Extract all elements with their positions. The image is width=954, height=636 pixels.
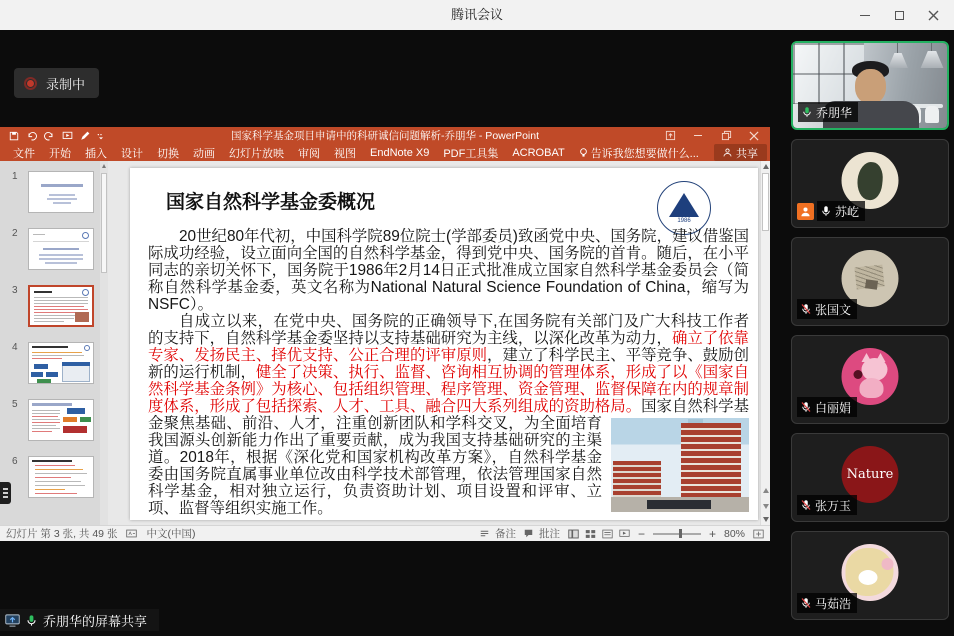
- qat-customize-icon[interactable]: [97, 132, 105, 140]
- toolbar-collapse-handle[interactable]: [0, 482, 11, 504]
- zoom-slider[interactable]: [653, 533, 701, 535]
- slide-thumbnail-6[interactable]: [28, 456, 94, 498]
- ppt-restore-button[interactable]: [712, 127, 740, 144]
- minimize-icon: [694, 135, 702, 136]
- normal-view-icon[interactable]: [568, 529, 579, 539]
- ppt-close-button[interactable]: [740, 127, 768, 144]
- nsfc-building-photo: [611, 418, 749, 512]
- mic-muted-icon: [800, 597, 812, 609]
- thumbnail-number: 4: [12, 342, 18, 353]
- mic-active-icon: [25, 614, 38, 627]
- thumbnail-number: 1: [12, 171, 18, 182]
- pen-icon[interactable]: [80, 131, 90, 141]
- nsfc-logo: [657, 181, 711, 235]
- zoom-in-button[interactable]: +: [708, 526, 716, 541]
- thumbnail-scrollbar[interactable]: [100, 161, 108, 525]
- slideshow-from-start-icon[interactable]: [62, 131, 73, 141]
- logo-year: 1986: [677, 218, 691, 224]
- mic-muted-icon: [800, 401, 812, 413]
- slide-thumbnail-3-selected[interactable]: [28, 285, 94, 327]
- lightbulb-icon: [579, 148, 588, 158]
- comments-icon: [524, 529, 533, 538]
- scrollbar-thumb[interactable]: [762, 173, 769, 231]
- recording-label: 录制中: [46, 76, 86, 92]
- screen-share-banner: [0, 609, 159, 631]
- avatar-text: Nature: [846, 467, 894, 482]
- participant-tile-zhangwanyu[interactable]: [791, 433, 949, 522]
- recording-badge[interactable]: [14, 68, 99, 98]
- powerpoint-window: [0, 127, 770, 541]
- app-title: 腾讯会议: [450, 7, 503, 22]
- slide-thumbnail-4[interactable]: [28, 342, 94, 384]
- slide-canvas: [108, 161, 770, 525]
- next-slide-button[interactable]: [763, 504, 769, 509]
- close-icon: [749, 131, 759, 141]
- ribbon-options-icon: [665, 130, 676, 141]
- participant-name: 苏屹: [835, 204, 860, 219]
- thumbnail-number: 2: [12, 228, 18, 239]
- close-icon: [928, 10, 939, 21]
- mic-muted-icon: [800, 303, 812, 315]
- language-indicator[interactable]: 中文(中国): [146, 528, 196, 540]
- menu-tab-file[interactable]: 文件: [13, 147, 35, 160]
- menu-tab-animations[interactable]: 动画: [193, 147, 215, 160]
- participant-name: 张万玉: [815, 498, 852, 513]
- mic-speaking-icon: [801, 106, 813, 118]
- undo-icon[interactable]: [26, 131, 37, 141]
- slide-sorter-view-icon[interactable]: [585, 529, 596, 539]
- menu-tab-endnote[interactable]: EndNote X9: [370, 146, 430, 159]
- mic-on-icon: [820, 205, 832, 217]
- previous-slide-button[interactable]: [763, 488, 769, 493]
- person-icon: [723, 148, 732, 157]
- zoom-slider-thumb[interactable]: [679, 529, 682, 538]
- ppt-titlebar: [0, 127, 770, 144]
- zoom-level[interactable]: 80%: [723, 527, 745, 540]
- paragraph-2: 自成立以来，在党中央、国务院的正确领导下,在国务院有关部门及广大科技工作者的支持下，自然科学基金委坚持以支持基础研究为主线，以深化改革为动力，确立了依靠专家、发扬民主、择优支持、公正合理的评审原则，建立了科学民主、平等竞争、鼓励创新的运行机制，健全了决策、执行、监督、咨询相互协调的管理体系，形成了以《国家自然科学基金条例》为核心、包括组织管理、程序管理、资金管理、监督保障在内的规章制度体系，形成了包括探索、人才、工具、融合四大系列组成的资助格局。 国家自然科学基金聚焦基础、前沿、人才，注重创新团队和学科交叉，为全面培育我国源头创新能力作出了重要贡献，成为我国支持基础研究的主渠道。2018年，根据《深化党和国家机构改革方案》，自然科学基金委由国务院直属事业单位改由科学技术部管理，依法管理国家自然科学基金，相对独立运行，负责资助计划、项目设置和评审、立项、监督等组织实施工作。: [148, 313, 749, 517]
- ribbon-tab-bar: [0, 144, 770, 161]
- redo-icon[interactable]: [44, 131, 55, 141]
- zoom-out-button[interactable]: −: [637, 526, 645, 541]
- participants-sidebar: [786, 30, 954, 636]
- participant-tile-maruhao[interactable]: [791, 531, 949, 620]
- paragraph-1: 20世纪80年代初，中国科学院89位院士(学部委员)致函党中央、国务院，建议借鉴国际成功经验，设立面向全国的自然科学基金，得到党中央、国务院的首肯。随后，在小平同志的亲切关怀下，国务院于1986年2月14日正式批准成立国家自然科学基金委员会（简称自然科学基金委，英文名称为National Natural Science Foundation of China，缩写为NSFC）。: [148, 228, 749, 313]
- slide-thumbnail-panel: [0, 161, 108, 525]
- current-slide: [130, 168, 758, 520]
- notes-icon: [480, 529, 489, 538]
- host-badge-icon: [797, 203, 814, 220]
- participant-tile-zhangguowen[interactable]: [791, 237, 949, 326]
- meeting-stage: [0, 30, 954, 636]
- slideshow-view-icon[interactable]: [619, 529, 630, 539]
- ppt-minimize-button[interactable]: [684, 127, 712, 144]
- menu-tab-transitions[interactable]: 切换: [157, 147, 179, 160]
- screen-share-icon: [5, 614, 20, 627]
- participant-name: 白丽娟: [815, 400, 852, 415]
- thumbnail-number: 6: [12, 456, 18, 467]
- ribbon-display-options-button[interactable]: [656, 127, 684, 144]
- slide-thumbnail-2[interactable]: [28, 228, 94, 270]
- slide-heading: 国家自然科学基金委概况: [166, 192, 376, 213]
- minimize-button[interactable]: [848, 0, 882, 30]
- menu-tab-pdf-tools[interactable]: PDF工具集: [443, 147, 499, 160]
- thumbnail-number: 5: [12, 399, 18, 410]
- mic-muted-icon: [800, 499, 812, 511]
- comments-toggle[interactable]: 批注: [524, 526, 560, 541]
- menu-tab-acrobat[interactable]: ACROBAT: [512, 146, 565, 159]
- close-button[interactable]: [916, 0, 950, 30]
- participant-name: 乔朋华: [816, 105, 853, 120]
- menu-tab-home[interactable]: 开始: [49, 147, 71, 160]
- spellcheck-icon[interactable]: [126, 529, 137, 538]
- quick-access-toolbar: [0, 131, 105, 141]
- slide-counter: 幻灯片 第 3 张, 共 49 张: [6, 528, 118, 540]
- thumbnail-number: 3: [12, 285, 18, 296]
- slide-thumbnail-5[interactable]: [28, 399, 94, 441]
- share-banner-text: 乔朋华的屏幕共享: [43, 613, 148, 629]
- participant-tile-qiaopenghua[interactable]: [791, 41, 949, 130]
- recording-dot-icon: [24, 77, 37, 90]
- notes-toggle[interactable]: 备注: [480, 526, 516, 541]
- maximize-button[interactable]: [882, 0, 916, 30]
- menu-tab-review[interactable]: 审阅: [298, 147, 320, 160]
- menu-tab-design[interactable]: 设计: [121, 147, 143, 160]
- app-titlebar: [0, 0, 954, 30]
- slide-body-text: [148, 228, 749, 517]
- menu-tab-tell-me[interactable]: 告诉我您想要做什么...: [572, 145, 706, 161]
- slide-scrollbar[interactable]: [760, 161, 770, 525]
- participant-name: 马茹浩: [815, 596, 852, 611]
- menu-tab-slideshow[interactable]: 幻灯片放映: [229, 147, 284, 160]
- ppt-status-bar: [0, 525, 770, 541]
- maximize-icon: [895, 11, 904, 20]
- reading-view-icon[interactable]: [602, 529, 613, 539]
- restore-icon: [721, 130, 732, 141]
- ppt-document-title: 国家科学基金项目申请中的科研诚信问题解析-乔朋华 - PowerPoint: [230, 130, 540, 142]
- minimize-icon: [860, 15, 870, 16]
- menu-tab-view[interactable]: 视图: [334, 147, 356, 160]
- slide-thumbnail-1[interactable]: [28, 171, 94, 213]
- save-icon[interactable]: [9, 131, 19, 141]
- participant-tile-bailijuan[interactable]: [791, 335, 949, 424]
- menu-tab-insert[interactable]: 插入: [85, 147, 107, 160]
- participant-name: 张国文: [815, 302, 852, 317]
- ppt-share-button[interactable]: 共享: [714, 144, 767, 161]
- fit-to-window-icon[interactable]: [753, 529, 764, 539]
- participant-tile-suyi[interactable]: [791, 139, 949, 228]
